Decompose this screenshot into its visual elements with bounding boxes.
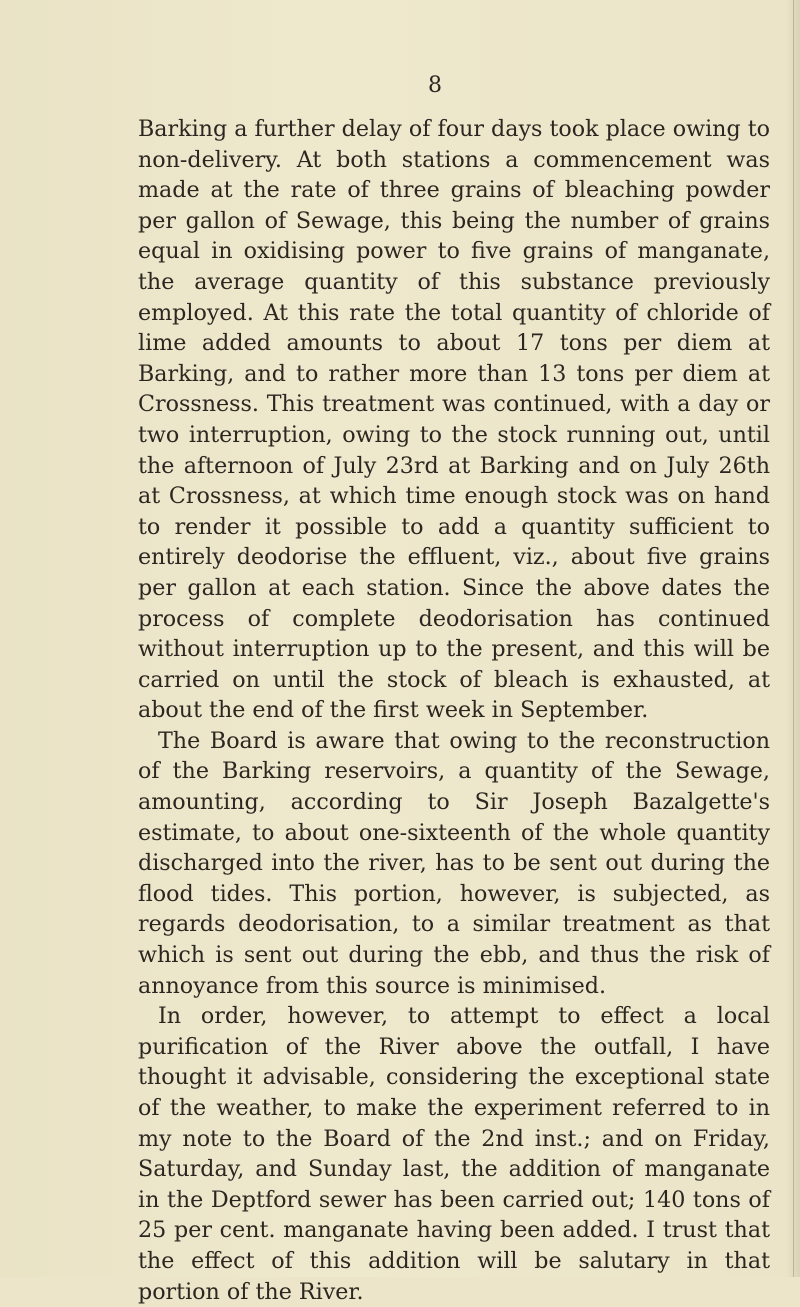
- page-edge-shadow: [786, 0, 800, 1277]
- paragraph-2: The Board is aware that owing to the reconstruction of the Barking reservoirs, a quantity of the Sewage, amounting, according to Sir Joseph Bazalgette's estimate, to about one-sixteenth of the whole quantity discharged into the river, has to be sent out during the flood tides. This portion, however, is subjected, as regards deodorisation, to a similar treatment as that which is sent out during the ebb, and thus the risk of annoyance from this source is minimised.: [138, 727, 770, 999]
- body-text: [138, 114, 770, 1307]
- page-number: 8: [428, 73, 442, 98]
- paragraph-1: Barking a further delay of four days took place owing to non-delivery. At both stations a commencement was made at the rate of three grains of bleaching powder per gallon of Sewage, this being the number of grains equal in oxidising power to five grains of manganate, the average quantity of this substance previously employed. At this rate the total quantity of chloride of lime added amounts to about 17 tons per diem at Barking, and to rather more than 13 tons per diem at Crossness. This treatment was continued, with a day or two interruption, owing to the stock running out, until the afternoon of July 23rd at Barking and on July 26th at Crossness, at which time enough stock was on hand to render it possible to add a quantity sufficient to entirely deodorise the effluent, viz., about five grains per gallon at each station. Since the above dates the process of complete deodorisation has continued without interruption up to the present, and this will be carried on until the stock of bleach is exhausted, at about the end of the first week in September.: [138, 116, 770, 724]
- paragraph-3: In order, however, to attempt to effect a local purification of the River above the outfall, I have thought it advisable, considering the exceptional state of the weather, to make the experiment referred to in my note to the Board of the 2nd inst.; and on Friday, Saturday, and Sunday last, the addition of manganate in the Deptford sewer has been carried out; 140 tons of 25 per cent. manganate having been added. I trust that the effect of this addition will be salutary in that portion of the River.: [138, 1003, 770, 1305]
